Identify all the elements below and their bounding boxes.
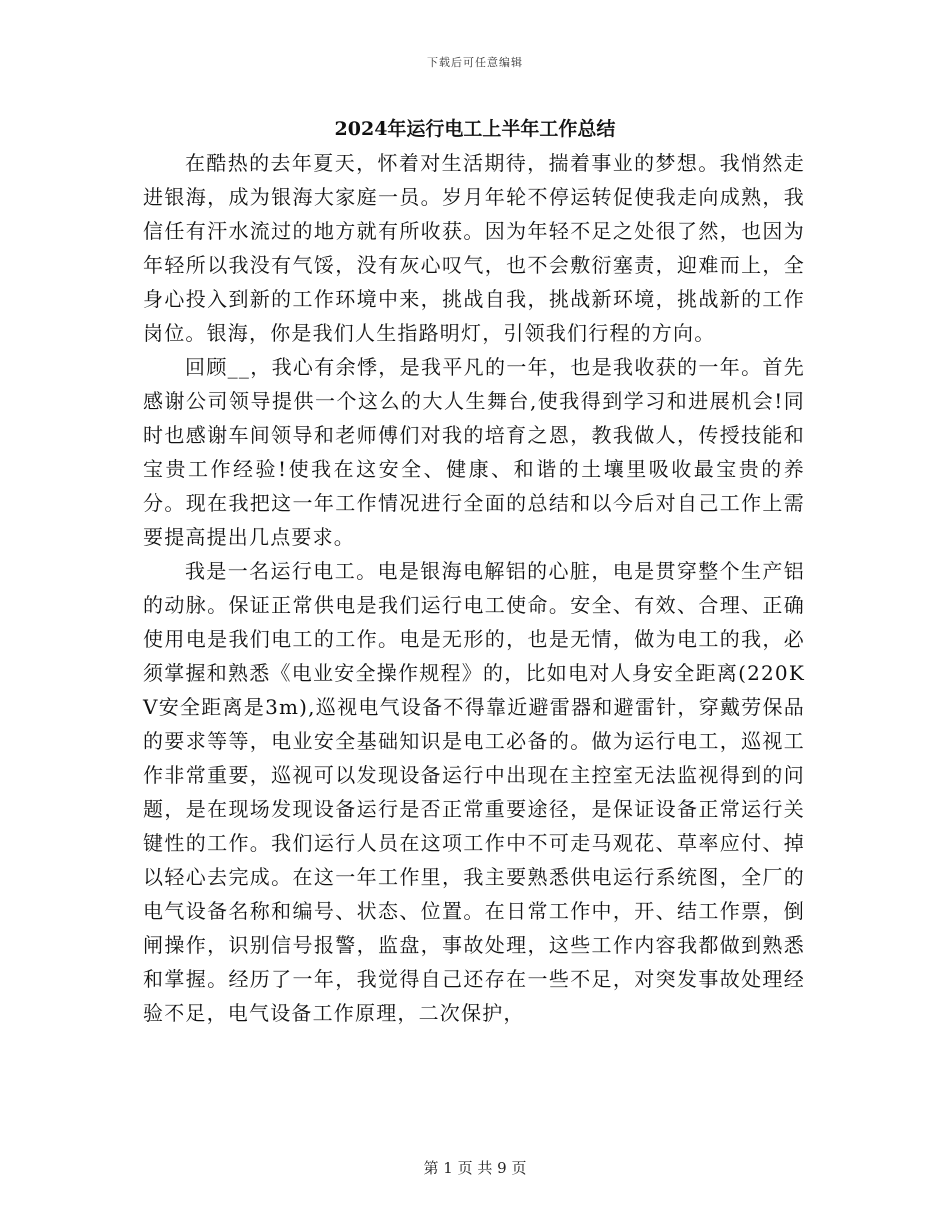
document-body <box>143 146 805 1030</box>
paragraph-1: 在酷热的去年夏天，怀着对生活期待，揣着事业的梦想。我悄然走进银海，成为银海大家庭一员。岁月年轮不停运转促使我走向成熟，我信任有汗水流过的地方就有所收获。因为年轻不足之处很了然，也因为年轻所以我没有气馁，没有灰心叹气，也不会敷衍塞责，迎难而上，全身心投入到新的工作环境中来，挑战自我，挑战新环境，挑战新的工作岗位。银海，你是我们人生指路明灯，引领我们行程的方向。 <box>143 151 805 345</box>
paragraph-2: 回顾__，我心有余悸，是我平凡的一年，也是我收获的一年。首先感谢公司领导提供一个这么的大人生舞台,使我得到学习和进展机会!同时也感谢车间领导和老师傅们对我的培育之恩，教我做人，传授技能和宝贵工作经验!使我在这安全、健康、和谐的土壤里吸收最宝贵的养分。现在我把这一年工作情况进行全面的总结和以今后对自己工作上需要提高提出几点要求。 <box>143 355 805 549</box>
document-title: 2024年运行电工上半年工作总结 <box>334 118 616 140</box>
page-number: 第 1 页 共 9 页 <box>423 1159 527 1177</box>
paragraph-3: 我是一名运行电工。电是银海电解铝的心脏，电是贯穿整个生产铝的动脉。保证正常供电是我们运行电工使命。安全、有效、合理、正确使用电是我们电工的工作。电是无形的，也是无情，做为电工的我，必须掌握和熟悉《电业安全操作规程》的，比如电对人身安全距离(220KV安全距离是3m),巡视电气设备不得靠近避雷器和避雷针，穿戴劳保品的要求等等，电业安全基础知识是电工必备的。做为运行电工，巡视工作非常重要，巡视可以发现设备运行中出现在主控室无法监视得到的问题，是在现场发现设备运行是否正常重要途径，是保证设备正常运行关键性的工作。我们运行人员在这项工作中不可走马观花、草率应付、掉以轻心去完成。在这一年工作里，我主要熟悉供电运行系统图，全厂的电气设备名称和编号、状态、位置。在日常工作中，开、结工作票，倒闸操作，识别信号报警，监盘，事故处理，这些工作内容我都做到熟悉和掌握。经历了一年，我觉得自己还存在一些不足，对突发事故处理经验不足，电气设备工作原理，二次保护， <box>143 559 805 1025</box>
header-note: 下载后可任意编辑 <box>427 56 523 69</box>
